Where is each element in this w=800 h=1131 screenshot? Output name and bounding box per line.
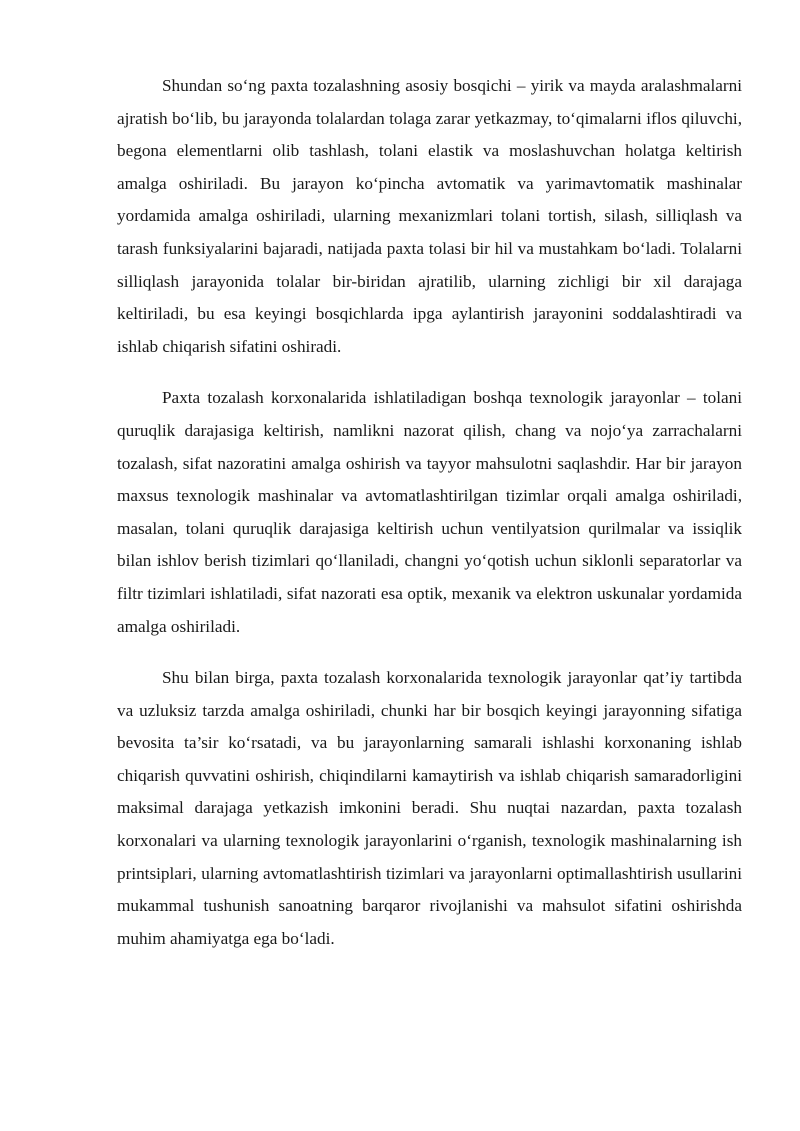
paragraph-3: Shu bilan birga, paxta tozalash korxonalarida texnologik jarayonlar qat’iy tartibda va uzluksiz tarzda amalga oshiriladi, chunki har bir bosqich keyingi jarayonning sifatiga bevosita ta’sir ko‘rsatadi, va bu jarayonlarning samarali ishlashi korxonaning ishlab chiqarish quvvatini oshirish, chiqindilarni kamaytirish va ishlab chiqarish samaradorligini maksimal darajaga yetkazish imkonini beradi. Shu nuqtai nazardan, paxta tozalash korxonalari va ularning texnologik jarayonlarini o‘rganish, texnologik mashinalarning ish printsiplari, ularning avtomatlashtirish tizimlari va jarayonlarni optimallashtirish usullarini mukammal tushunish sanoatning barqaror rivojlanishi va mahsulot sifatini oshirishda muhim ahamiyatga ega bo‘ladi. xyxy=(117,668,742,948)
paragraph-2: Paxta tozalash korxonalarida ishlatiladigan boshqa texnologik jarayonlar – tolani quruqlik darajasiga keltirish, namlikni nazorat qilish, chang va nojo‘ya zarrachalarni tozalash, sifat nazoratini amalga oshirish va tayyor mahsulotni saqlashdir. Har bir jarayon maxsus texnologik mashinalar va avtomatlashtirilgan tizimlar orqali amalga oshiriladi, masalan, tolani quruqlik darajasiga keltirish uchun ventilyatsion qurilmalar va issiqlik bilan ishlov berish tizimlari qo‘llaniladi, changni yo‘qotish uchun siklonli separatorlar va filtr tizimlari ishlatiladi, sifat nazorati esa optik, mexanik va elektron uskunalar yordamida amalga oshiriladi. xyxy=(117,388,742,636)
paragraph-1: Shundan so‘ng paxta tozalashning asosiy bosqichi – yirik va mayda aralashmalarni ajratish bo‘lib, bu jarayonda tolalardan tolaga zarar yetkazmay, to‘qimalarni iflos qiluvchi, begona elementlarni olib tashlash, tolani elastik va moslashuvchan holatga keltirish amalga oshiriladi. Bu jarayon ko‘pincha avtomatik va yarimavtomatik mashinalar yordamida amalga oshiriladi, ularning mexanizmlari tolani tortish, silash, silliqlash va tarash funksiyalarini bajaradi, natijada paxta tolasi bir hil va mustahkam bo‘ladi. Tolalarni silliqlash jarayonida tolalar bir-biridan ajratilib, ularning zichligi bir xil darajaga keltiriladi, bu esa keyingi bosqichlarda ipga aylantirish jarayonini soddalashtiradi va ishlab chiqarish sifatini oshiradi. xyxy=(117,76,742,356)
body-text xyxy=(117,70,742,974)
